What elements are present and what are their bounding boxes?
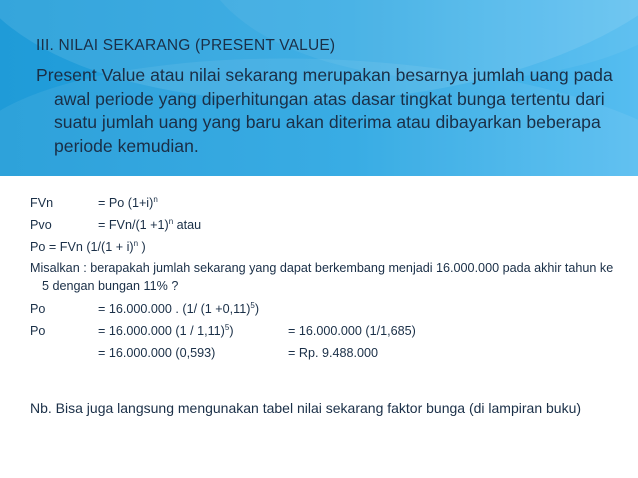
step-expression [98,298,259,320]
formula-fvn [30,192,620,214]
expr-text: = 16.000.000 (1 / 1,11) [98,324,225,338]
exponent: n [133,239,139,248]
example-step-2 [30,320,620,342]
exponent: 5 [224,323,230,332]
formula-po [30,236,620,258]
step-label: Po [30,324,46,338]
final-result: = Rp. 9.488.000 [288,346,378,360]
note-text: Nb. Bisa juga langsung mengunakan tabel nilai sekarang faktor bunga (di lampiran buku) [30,400,582,416]
intro-paragraph: Present Value atau nilai sekarang merupakan besarnya jumlah uang pada awal periode yang diperhitungan atas dasar tingkat bunga tertentu dari suatu jumlah uang yang baru akan diterima atau dibayarkan beberapa periode kemudian. [36,65,613,156]
step-expression [98,320,234,342]
formula-expression [98,214,201,236]
expr-tail: ) [229,324,234,338]
formula-label: FVn [30,196,54,210]
expr-text: = FVn/(1 +1) [98,218,169,232]
expr-text: Po = FVn (1/(1 + i) [30,240,134,254]
example-question: Misalkan : berapakah jumlah sekarang yang dapat berkembang menjadi 16.000.000 pada akhir tahun ke 5 dengan bungan 11% ? [30,261,614,293]
example-step-3 [30,342,620,364]
expr-text: = 16.000.000 . (1/ (1 +0,11) [98,302,251,316]
formula-pvo [30,214,620,236]
formula-label: Pvo [30,218,52,232]
expr-tail: ) [138,240,146,254]
example-step-1 [30,298,620,320]
expr-text: = Po (1+i) [98,196,154,210]
step-expression: = 16.000.000 (0,593) [98,346,216,360]
formula-expression [98,192,158,214]
step-result: = 16.000.000 (1/1,685) [288,324,416,338]
formula-block [30,192,620,364]
step-label: Po [30,302,46,316]
expr-tail: atau [173,218,202,232]
header-banner [0,0,638,176]
exponent: n [153,195,158,204]
exponent: 5 [250,301,255,310]
exponent: n [168,217,174,226]
expr-tail: ) [254,302,260,316]
section-heading: III. NILAI SEKARANG (PRESENT VALUE) [36,37,336,54]
formula-expression [30,236,146,258]
